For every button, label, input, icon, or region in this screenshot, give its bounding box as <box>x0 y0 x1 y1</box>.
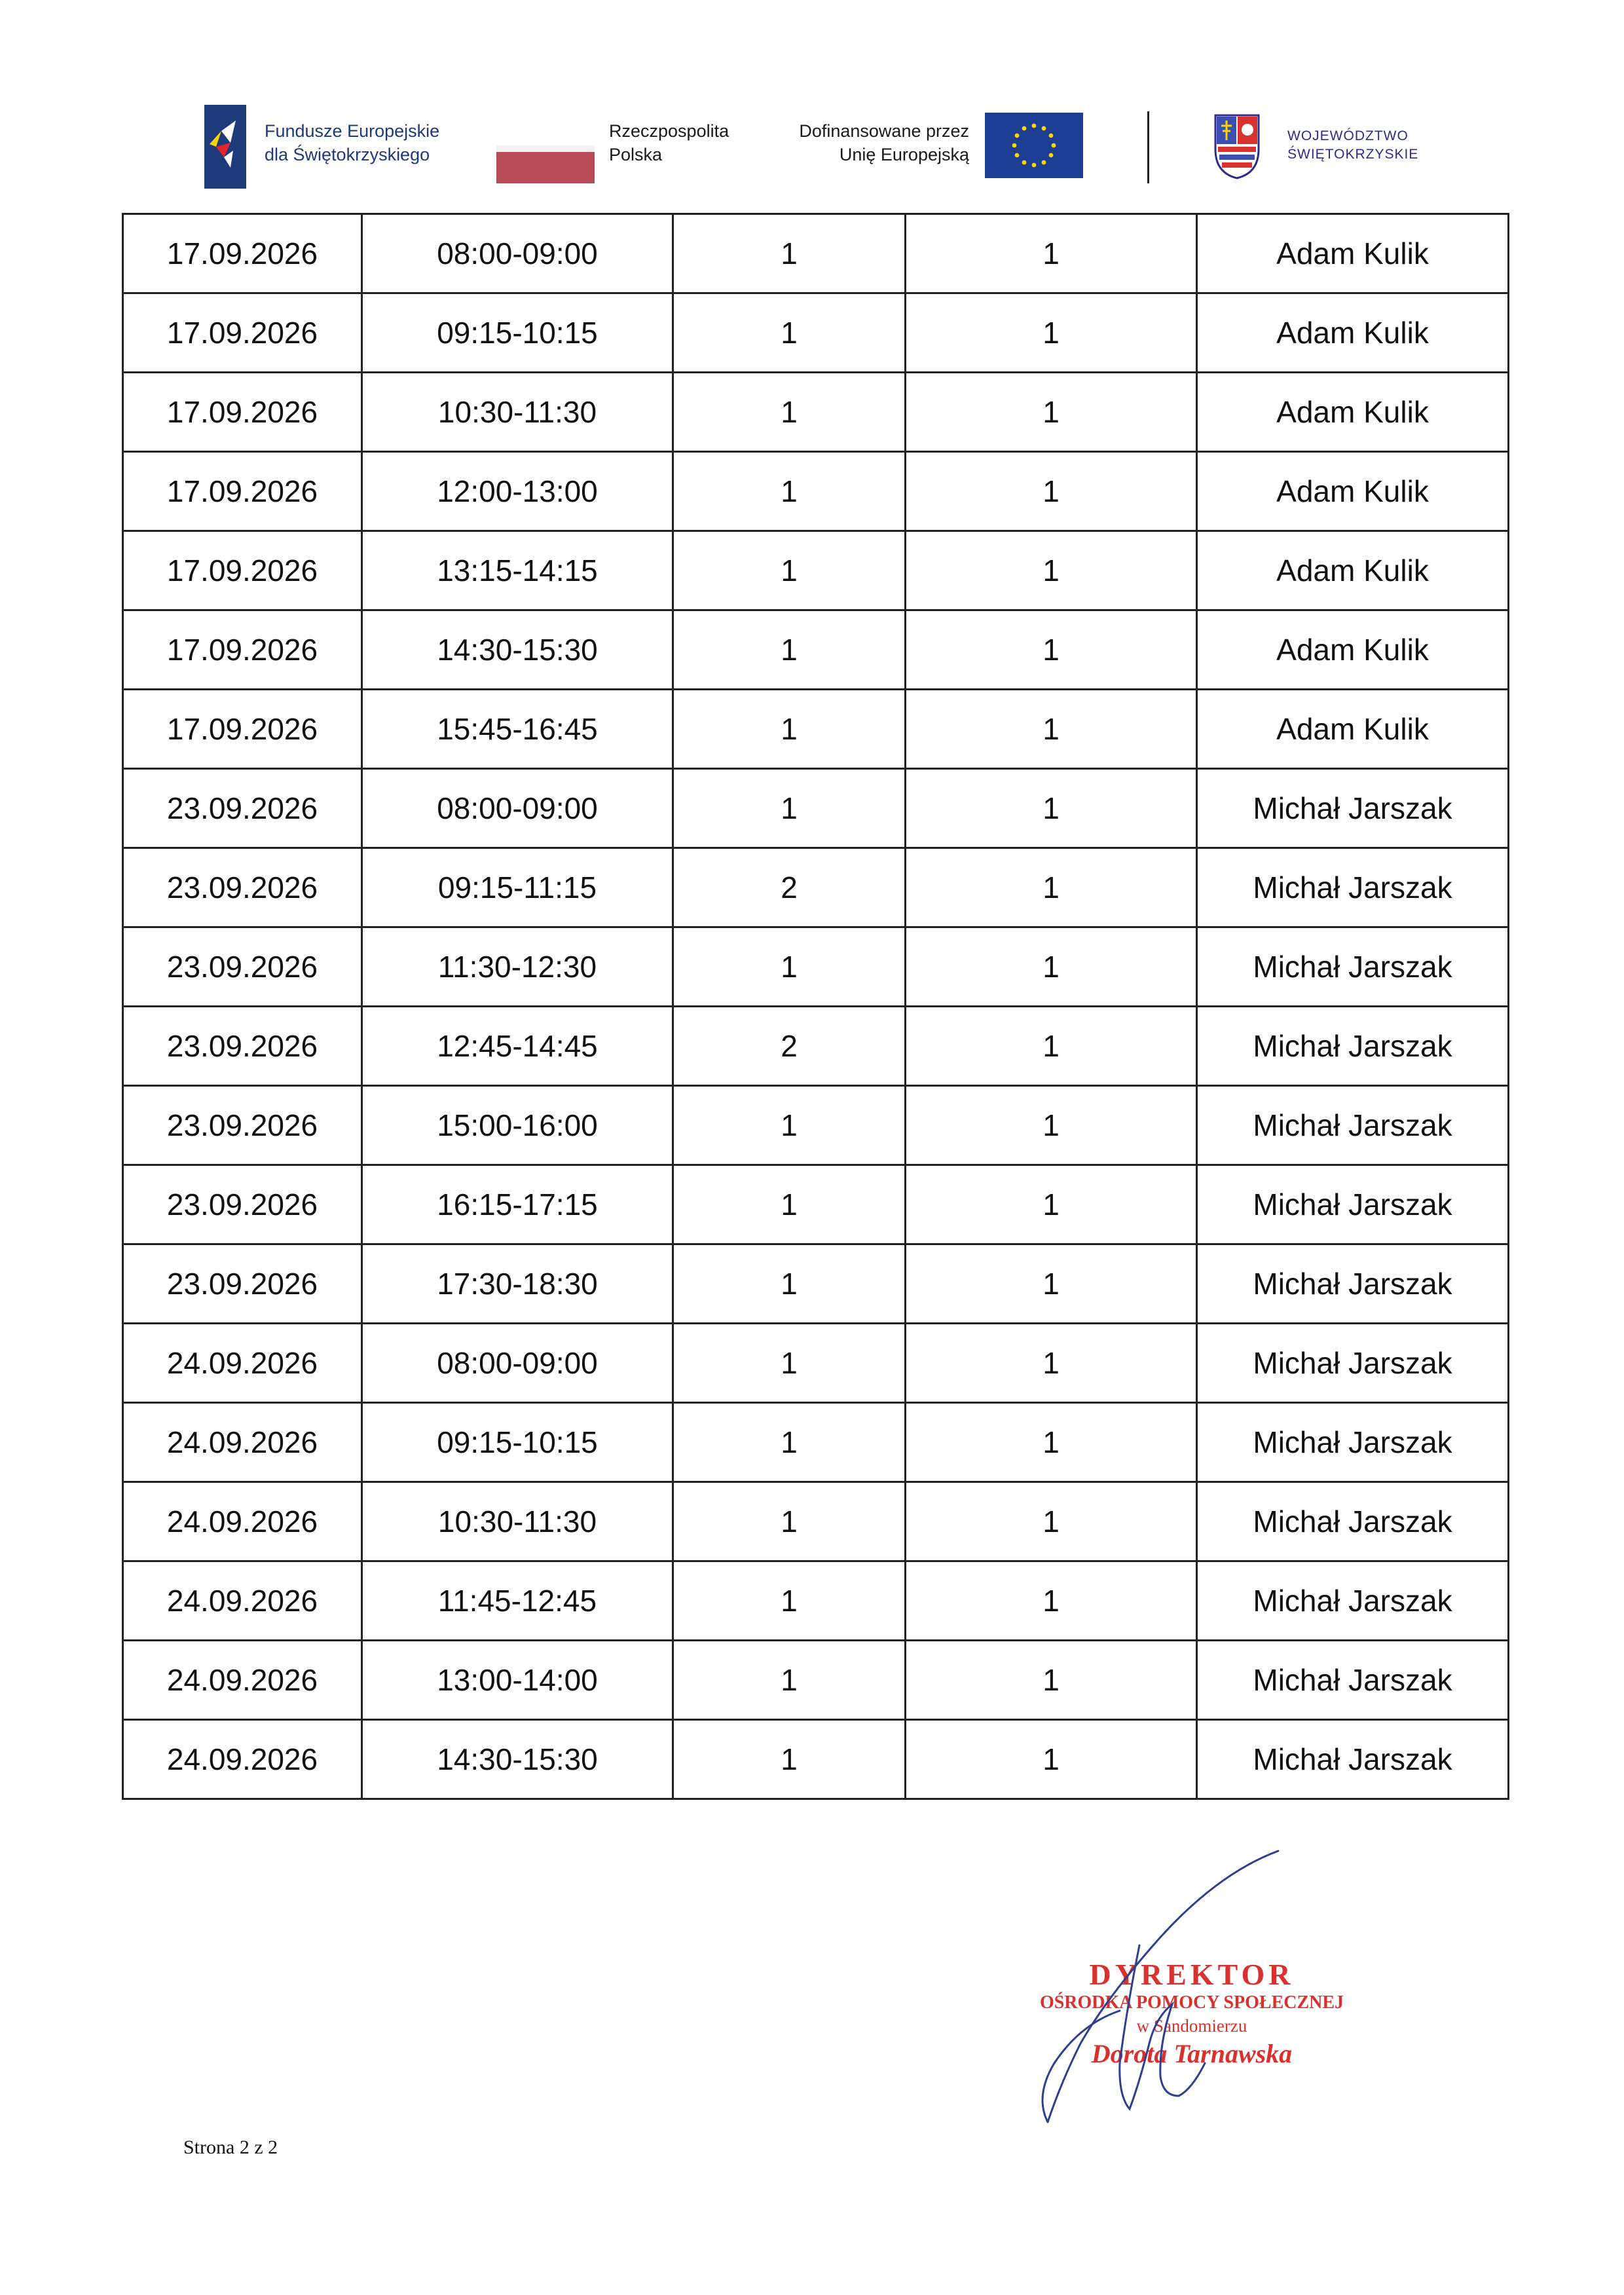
table-row <box>123 610 1509 690</box>
cell-time: 09:15-10:15 <box>362 293 673 373</box>
table-row <box>123 690 1509 769</box>
fe-star-icon <box>204 105 246 189</box>
cell-participants: 1 <box>906 293 1197 373</box>
woj-logo-line1: WOJEWÓDZTWO <box>1287 128 1409 143</box>
table-row <box>123 214 1509 293</box>
fe-logo-line1: Fundusze Europejskie <box>265 121 440 141</box>
cell-time: 15:45-16:45 <box>362 690 673 769</box>
fe-logo-line2: dla Świętokrzyskiego <box>265 145 430 164</box>
cell-person: Adam Kulik <box>1197 690 1509 769</box>
cell-participants: 1 <box>906 610 1197 690</box>
cell-date: 23.09.2026 <box>123 1086 362 1165</box>
cell-time: 11:45-12:45 <box>362 1561 673 1641</box>
poland-flag-icon <box>496 145 595 183</box>
eu-star-icon <box>1042 160 1046 165</box>
cell-hours: 1 <box>673 1641 906 1720</box>
cell-date: 17.09.2026 <box>123 452 362 531</box>
cell-time: 13:00-14:00 <box>362 1641 673 1720</box>
cell-hours: 1 <box>673 769 906 848</box>
cell-person: Michał Jarszak <box>1197 1561 1509 1641</box>
cell-time: 08:00-09:00 <box>362 769 673 848</box>
cell-participants: 1 <box>906 927 1197 1007</box>
cell-date: 23.09.2026 <box>123 927 362 1007</box>
table-row <box>123 1720 1509 1799</box>
eu-star-icon <box>1032 124 1037 128</box>
table-row <box>123 848 1509 927</box>
cell-person: Michał Jarszak <box>1197 1482 1509 1561</box>
cell-time: 11:30-12:30 <box>362 927 673 1007</box>
table-row <box>123 293 1509 373</box>
eu-logo-line2: Unię Europejską <box>839 145 969 164</box>
table-row <box>123 1244 1509 1324</box>
stamp-name: Dorota Tarnawska <box>1091 2039 1293 2068</box>
cell-participants: 1 <box>906 531 1197 610</box>
table-row <box>123 1165 1509 1244</box>
pl-logo-line2: Polska <box>609 145 663 164</box>
cell-date: 24.09.2026 <box>123 1324 362 1403</box>
cell-person: Michał Jarszak <box>1197 1007 1509 1086</box>
eu-star-icon <box>1049 153 1054 158</box>
cell-participants: 1 <box>906 769 1197 848</box>
cell-person: Michał Jarszak <box>1197 1165 1509 1244</box>
cell-person: Michał Jarszak <box>1197 1244 1509 1324</box>
table-row <box>123 452 1509 531</box>
cell-person: Adam Kulik <box>1197 214 1509 293</box>
eu-star-icon <box>1022 126 1027 131</box>
page-number: Strona 2 z 2 <box>183 2136 278 2158</box>
stamp-line2: w Sandomierzu <box>1136 2016 1247 2036</box>
cell-participants: 1 <box>906 1641 1197 1720</box>
cell-person: Michał Jarszak <box>1197 1324 1509 1403</box>
eu-star-icon <box>1049 134 1054 138</box>
cell-date: 23.09.2026 <box>123 1165 362 1244</box>
cell-hours: 1 <box>673 1482 906 1561</box>
cell-person: Michał Jarszak <box>1197 769 1509 848</box>
cell-participants: 1 <box>906 690 1197 769</box>
cell-date: 24.09.2026 <box>123 1641 362 1720</box>
cell-person: Michał Jarszak <box>1197 1086 1509 1165</box>
cell-person: Adam Kulik <box>1197 610 1509 690</box>
eu-star-icon <box>1032 163 1037 168</box>
eu-star-icon <box>1015 153 1020 158</box>
cell-participants: 1 <box>906 1720 1197 1799</box>
cell-time: 13:15-14:15 <box>362 531 673 610</box>
cell-person: Michał Jarszak <box>1197 1403 1509 1482</box>
pl-logo-text <box>609 119 729 166</box>
cell-hours: 1 <box>673 1244 906 1324</box>
table-row <box>123 927 1509 1007</box>
eu-star-icon <box>1052 143 1056 148</box>
cell-hours: 1 <box>673 610 906 690</box>
cell-person: Michał Jarszak <box>1197 1641 1509 1720</box>
woj-logo-line2: ŚWIĘTOKRZYSKIE <box>1287 147 1419 162</box>
table-row <box>123 769 1509 848</box>
cell-participants: 1 <box>906 1165 1197 1244</box>
voivodeship-crest-icon <box>1213 110 1261 181</box>
cell-time: 14:30-15:30 <box>362 610 673 690</box>
eu-flag-icon <box>985 113 1083 178</box>
table-row <box>123 1324 1509 1403</box>
cell-participants: 1 <box>906 1324 1197 1403</box>
cell-hours: 1 <box>673 1403 906 1482</box>
cell-time: 16:15-17:15 <box>362 1165 673 1244</box>
cell-hours: 1 <box>673 373 906 452</box>
eu-logo-line1: Dofinansowane przez <box>799 121 969 141</box>
cell-hours: 1 <box>673 1086 906 1165</box>
cell-person: Adam Kulik <box>1197 293 1509 373</box>
logo-divider <box>1147 111 1149 183</box>
cell-hours: 1 <box>673 690 906 769</box>
cell-person: Michał Jarszak <box>1197 848 1509 927</box>
cell-person: Adam Kulik <box>1197 531 1509 610</box>
cell-date: 23.09.2026 <box>123 769 362 848</box>
table-row <box>123 1086 1509 1165</box>
cell-person: Michał Jarszak <box>1197 927 1509 1007</box>
cell-participants: 1 <box>906 373 1197 452</box>
table-row <box>123 1561 1509 1641</box>
eu-star-icon <box>1015 134 1020 138</box>
cell-hours: 2 <box>673 1007 906 1086</box>
table-row <box>123 373 1509 452</box>
cell-hours: 1 <box>673 1165 906 1244</box>
cell-person: Michał Jarszak <box>1197 1720 1509 1799</box>
cell-date: 17.09.2026 <box>123 610 362 690</box>
cell-time: 14:30-15:30 <box>362 1720 673 1799</box>
cell-hours: 1 <box>673 452 906 531</box>
cell-hours: 1 <box>673 1720 906 1799</box>
cell-date: 23.09.2026 <box>123 848 362 927</box>
cell-participants: 1 <box>906 1561 1197 1641</box>
cell-time: 12:45-14:45 <box>362 1007 673 1086</box>
cell-participants: 1 <box>906 848 1197 927</box>
cell-time: 10:30-11:30 <box>362 1482 673 1561</box>
schedule-table <box>122 213 1509 1800</box>
cell-date: 17.09.2026 <box>123 531 362 610</box>
cell-hours: 2 <box>673 848 906 927</box>
table-row <box>123 531 1509 610</box>
stamp-title: DYREKTOR <box>1089 1958 1295 1991</box>
cell-hours: 1 <box>673 927 906 1007</box>
fe-logo-text <box>265 119 439 166</box>
cell-date: 17.09.2026 <box>123 690 362 769</box>
cell-person: Adam Kulik <box>1197 373 1509 452</box>
cell-time: 08:00-09:00 <box>362 214 673 293</box>
table-row <box>123 1403 1509 1482</box>
cell-hours: 1 <box>673 531 906 610</box>
eu-logo-text <box>779 119 969 166</box>
table-row <box>123 1641 1509 1720</box>
stamp-line1: OŚRODKA POMOCY SPOŁECZNEJ <box>1039 1992 1344 2013</box>
cell-participants: 1 <box>906 452 1197 531</box>
woj-logo-text <box>1287 127 1418 164</box>
cell-time: 15:00-16:00 <box>362 1086 673 1165</box>
cell-participants: 1 <box>906 1482 1197 1561</box>
logo-bar <box>0 105 1624 196</box>
cell-time: 10:30-11:30 <box>362 373 673 452</box>
cell-date: 17.09.2026 <box>123 214 362 293</box>
cell-participants: 1 <box>906 1244 1197 1324</box>
table-row <box>123 1482 1509 1561</box>
eu-star-icon <box>1022 160 1027 165</box>
cell-date: 23.09.2026 <box>123 1007 362 1086</box>
cell-hours: 1 <box>673 1561 906 1641</box>
cell-hours: 1 <box>673 293 906 373</box>
cell-date: 24.09.2026 <box>123 1720 362 1799</box>
eu-star-icon <box>1042 126 1046 131</box>
handwritten-signature-icon <box>1008 1847 1283 2148</box>
eu-star-icon <box>1012 143 1017 148</box>
cell-participants: 1 <box>906 1007 1197 1086</box>
cell-person: Adam Kulik <box>1197 452 1509 531</box>
pl-logo-line1: Rzeczpospolita <box>609 121 729 141</box>
cell-hours: 1 <box>673 1324 906 1403</box>
cell-participants: 1 <box>906 1086 1197 1165</box>
table-row <box>123 1007 1509 1086</box>
cell-participants: 1 <box>906 214 1197 293</box>
cell-date: 23.09.2026 <box>123 1244 362 1324</box>
cell-time: 09:15-11:15 <box>362 848 673 927</box>
cell-time: 08:00-09:00 <box>362 1324 673 1403</box>
schedule-table-body <box>123 214 1509 1799</box>
cell-hours: 1 <box>673 214 906 293</box>
cell-time: 17:30-18:30 <box>362 1244 673 1324</box>
cell-date: 24.09.2026 <box>123 1482 362 1561</box>
cell-time: 12:00-13:00 <box>362 452 673 531</box>
cell-date: 17.09.2026 <box>123 373 362 452</box>
cell-date: 24.09.2026 <box>123 1403 362 1482</box>
cell-date: 24.09.2026 <box>123 1561 362 1641</box>
cell-date: 17.09.2026 <box>123 293 362 373</box>
cell-participants: 1 <box>906 1403 1197 1482</box>
cell-time: 09:15-10:15 <box>362 1403 673 1482</box>
